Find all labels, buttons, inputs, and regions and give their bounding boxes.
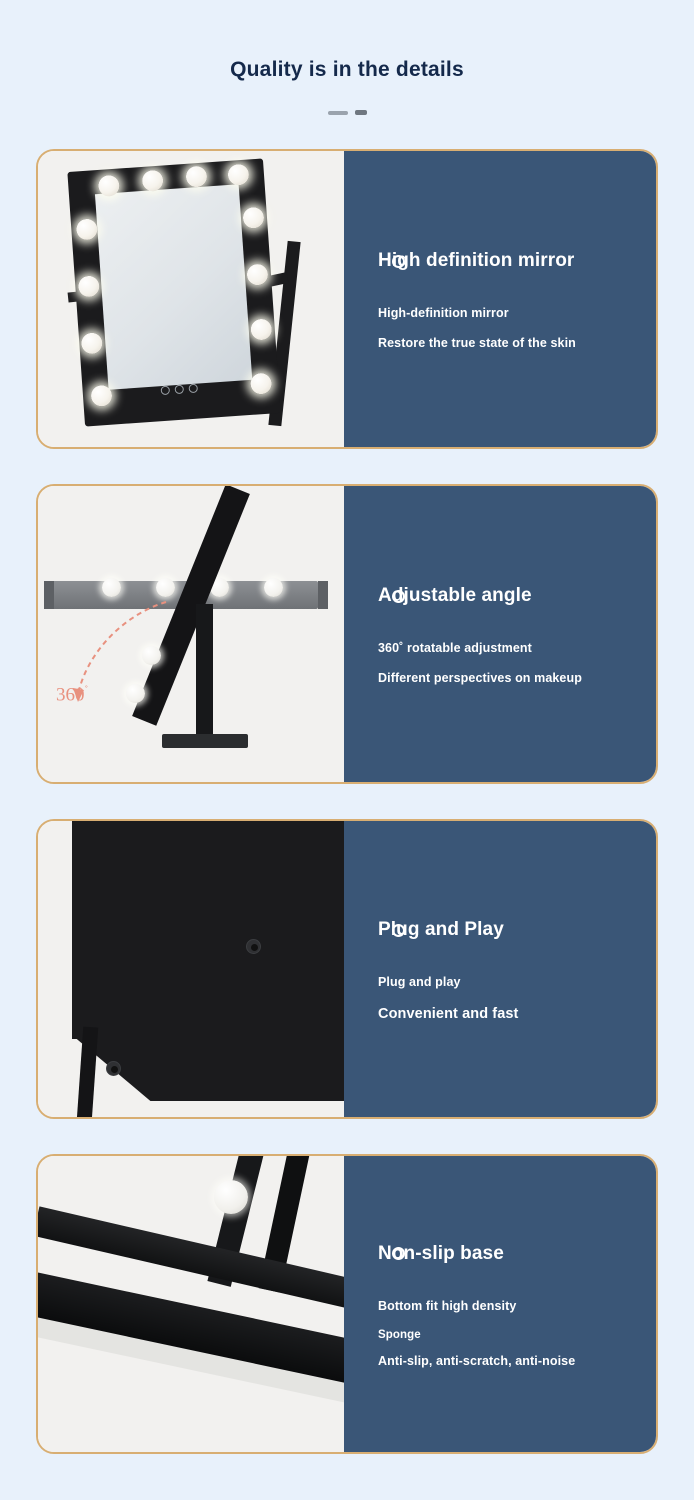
feature-line: Anti-slip, anti-scratch, anti-noise: [378, 1353, 576, 1368]
feature-lines: [378, 1299, 636, 1370]
feature-heading-row: [378, 1239, 636, 1269]
bulb-icon: [156, 578, 175, 597]
feature-line: Sponge: [378, 1329, 421, 1342]
mirror-frame: [67, 158, 280, 426]
bulb-icon: [250, 372, 272, 394]
color-temp-icon: [188, 383, 198, 393]
mirror-base: [162, 734, 248, 748]
bulb-icon: [227, 164, 249, 186]
feature-heading: Plug and Play: [378, 919, 504, 941]
mirror-back-panel-photo: [38, 821, 344, 1117]
feature-heading-row: [378, 915, 636, 945]
lighted-vanity-mirror-photo: [38, 151, 344, 447]
page-title: Quality is in the details: [230, 58, 464, 81]
bulb-icon: [185, 165, 207, 187]
feature-lines: [378, 641, 636, 686]
rotation-diagram-photo: [38, 486, 344, 782]
feature-card: [36, 1154, 658, 1454]
bulb-icon: [242, 207, 264, 229]
circle-bullet-icon: [392, 255, 405, 268]
feature-line: Different perspectives on makeup: [378, 671, 582, 685]
feature-card-text: [344, 486, 656, 782]
screw-icon: [246, 939, 261, 954]
bulb-icon: [250, 318, 272, 340]
mirror-touch-controls[interactable]: [160, 381, 213, 397]
feature-heading-row: [378, 581, 636, 611]
mirror-bar-end-left: [44, 581, 54, 609]
feature-card-text: [344, 821, 656, 1117]
bulb-icon: [264, 578, 283, 597]
feature-line: Bottom fit high density: [378, 1298, 517, 1313]
non-slip-base-photo: [38, 1156, 344, 1452]
divider-dash-long: [328, 111, 348, 115]
bulb-icon: [81, 332, 103, 354]
rotation-angle-label: 360˚: [56, 684, 89, 706]
feature-line: High-definition mirror: [378, 306, 509, 321]
title-divider: [0, 110, 694, 115]
mirror-glass: [95, 184, 252, 390]
circle-bullet-icon: [392, 590, 405, 603]
screw-icon: [106, 1061, 121, 1076]
feature-card-list: [0, 149, 694, 1454]
feature-line: 360˚ rotatable adjustment: [378, 641, 532, 656]
feature-card: [36, 484, 658, 784]
feature-heading: High definition mirror: [378, 250, 575, 272]
mirror-back-panel: [72, 821, 344, 1039]
feature-heading: Non-slip base: [378, 1242, 504, 1264]
feature-card: [36, 149, 658, 449]
feature-card-text: [344, 1156, 656, 1452]
feature-heading-row: [378, 246, 636, 276]
power-icon: [160, 385, 170, 395]
divider-dash-short: [355, 110, 367, 115]
brightness-icon: [174, 384, 184, 394]
bulb-icon: [76, 218, 98, 240]
bulb-icon: [141, 170, 163, 192]
feature-line: Convenient and fast: [378, 1005, 519, 1022]
feature-line: Plug and play: [378, 975, 461, 990]
bulb-icon: [78, 275, 100, 297]
bulb-icon: [90, 385, 112, 407]
bulb-icon: [246, 263, 268, 285]
feature-heading: Adjustable angle: [378, 585, 532, 607]
mirror-bar-end-right: [318, 581, 328, 609]
feature-card-text: [344, 151, 656, 447]
circle-bullet-icon: [392, 924, 405, 937]
feature-line: Restore the true state of the skin: [378, 336, 576, 350]
adjustment-knob-icon: [214, 1180, 248, 1214]
feature-card: [36, 819, 658, 1119]
feature-lines: [378, 306, 636, 351]
bulb-icon: [102, 578, 121, 597]
mirror-post: [196, 604, 213, 739]
feature-lines: [378, 975, 636, 1023]
